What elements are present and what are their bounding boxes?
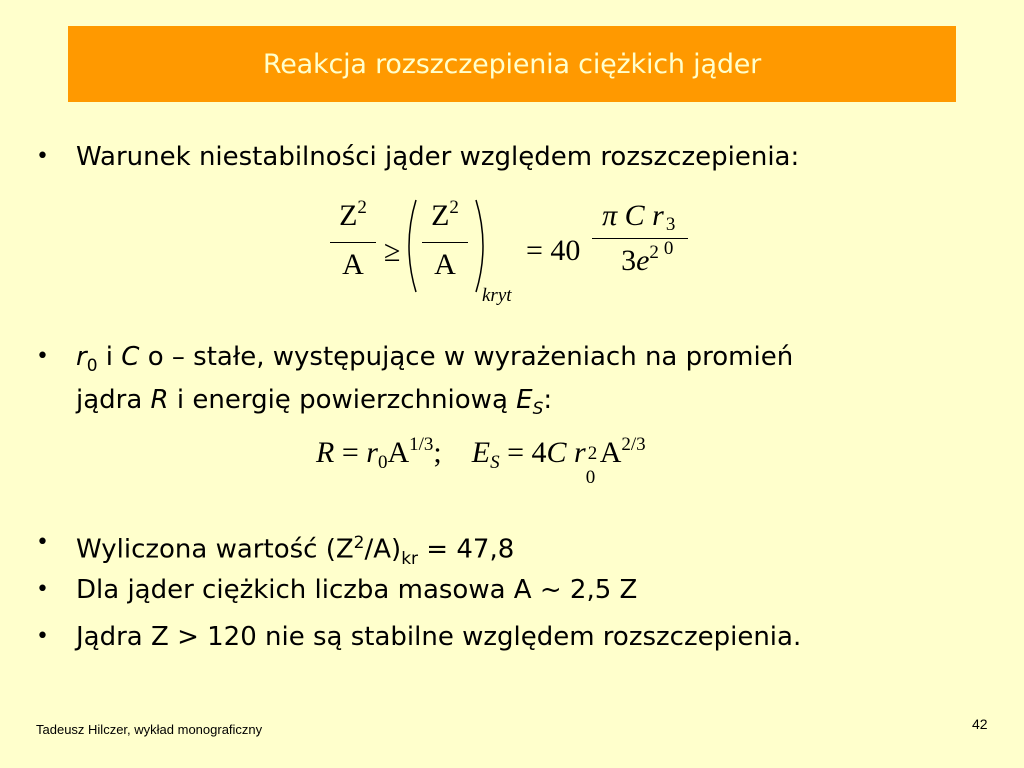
eq-a: A	[342, 248, 364, 281]
text-line2a: jądra	[76, 385, 151, 416]
eq2-r0b-subscript: 0	[585, 467, 596, 488]
eq2-r0b: r	[574, 436, 586, 469]
symbol-e: E	[516, 385, 533, 416]
eq-three: 3	[621, 244, 637, 277]
bullet-constants	[36, 340, 793, 426]
eq2-r0b-exponent: 2	[587, 443, 598, 464]
eq-a: A	[434, 248, 456, 281]
bullet-marker: •	[36, 624, 49, 649]
eq2-c: C	[546, 436, 567, 469]
symbol-c: C	[121, 342, 140, 372]
eq-pi: π	[602, 199, 618, 232]
bullet-marker: •	[36, 530, 49, 555]
eq2-a: A	[387, 436, 410, 469]
title-bar	[68, 26, 956, 102]
text-pre: Wyliczona wartość (Z	[76, 534, 354, 565]
bullet-marker: •	[36, 144, 49, 169]
text-colon: :	[543, 385, 553, 416]
bullet-marker: •	[36, 577, 49, 602]
eq-e: e	[636, 244, 650, 277]
symbol-big-r: R	[150, 385, 169, 416]
text-sup: 2	[353, 533, 365, 553]
text-and: i	[97, 342, 122, 372]
symbol-r-subscript: 0	[86, 356, 98, 377]
eq2-e-subscript: S	[490, 452, 500, 473]
page-number: 42	[972, 716, 988, 732]
bullet-text	[76, 340, 793, 426]
text-line2b: i energię powierzchniową	[168, 385, 517, 416]
eq2-equals2: =	[507, 436, 524, 469]
bullet-stability	[36, 620, 801, 654]
bullet-text: Warunek niestabilności jąder względem rozszczepienia:	[76, 142, 800, 172]
eq2-four: 4	[531, 436, 547, 469]
eq-subscript-kryt: kryt	[482, 285, 512, 306]
bullet-text	[76, 526, 514, 576]
text-mid: /A)	[364, 534, 402, 565]
eq2-r0-subscript: 0	[377, 452, 388, 473]
eq-c: C	[624, 199, 645, 232]
fraction-z2-a-critical	[422, 198, 468, 283]
fraction-pi-c-r0	[592, 198, 688, 283]
slide-title: Reakcja rozszczepienia ciężkich jąder	[262, 48, 762, 80]
fraction-line	[330, 242, 376, 243]
bullet-text: Dla jąder ciężkich liczba masowa A ~ 2,5 Z	[76, 575, 638, 605]
eq-equals-40: = 40	[526, 234, 581, 267]
eq2-exponent-1-3: 1/3	[409, 434, 434, 455]
text-post: = 47,8	[418, 534, 515, 565]
fraction-z2-a	[330, 198, 376, 283]
fraction-line	[422, 242, 468, 243]
text-line1: o – stałe, występujące w wyrażeniach na promień	[139, 342, 794, 372]
eq-e-exponent: 2	[649, 242, 659, 263]
symbol-r: r	[76, 342, 87, 372]
eq-r-subscript: 0	[663, 238, 674, 259]
eq2-equals: =	[341, 436, 359, 469]
eq-ge-symbol: ≥	[384, 235, 401, 268]
footer-author: Tadeusz Hilczer, wykład monograficzny	[36, 722, 263, 737]
eq2-exponent-2-3: 2/3	[621, 434, 646, 455]
bullet-marker: •	[36, 344, 49, 369]
eq2-semicolon: ;	[433, 436, 442, 469]
eq-z-exponent: 2	[449, 197, 459, 218]
bullet-computed-value	[36, 526, 514, 576]
eq2-r0: r	[366, 436, 378, 469]
eq2-r: R	[316, 436, 335, 469]
symbol-e-subscript: S	[532, 399, 544, 420]
eq2-e: E	[471, 436, 491, 469]
equation-radius-energy	[316, 434, 646, 488]
bullet-mass-number	[36, 573, 637, 607]
text-sub: kr	[401, 548, 419, 569]
eq-r-exponent: 3	[665, 214, 676, 235]
bullet-text: Jądra Z > 120 nie są stabilne względem rozszczepienia.	[76, 622, 802, 652]
eq-z: Z	[431, 199, 450, 232]
eq-r: r	[652, 199, 664, 232]
bullet-condition	[36, 140, 799, 174]
eq-z: Z	[339, 199, 358, 232]
eq-z-exponent: 2	[357, 197, 367, 218]
eq2-a2: A	[599, 436, 622, 469]
